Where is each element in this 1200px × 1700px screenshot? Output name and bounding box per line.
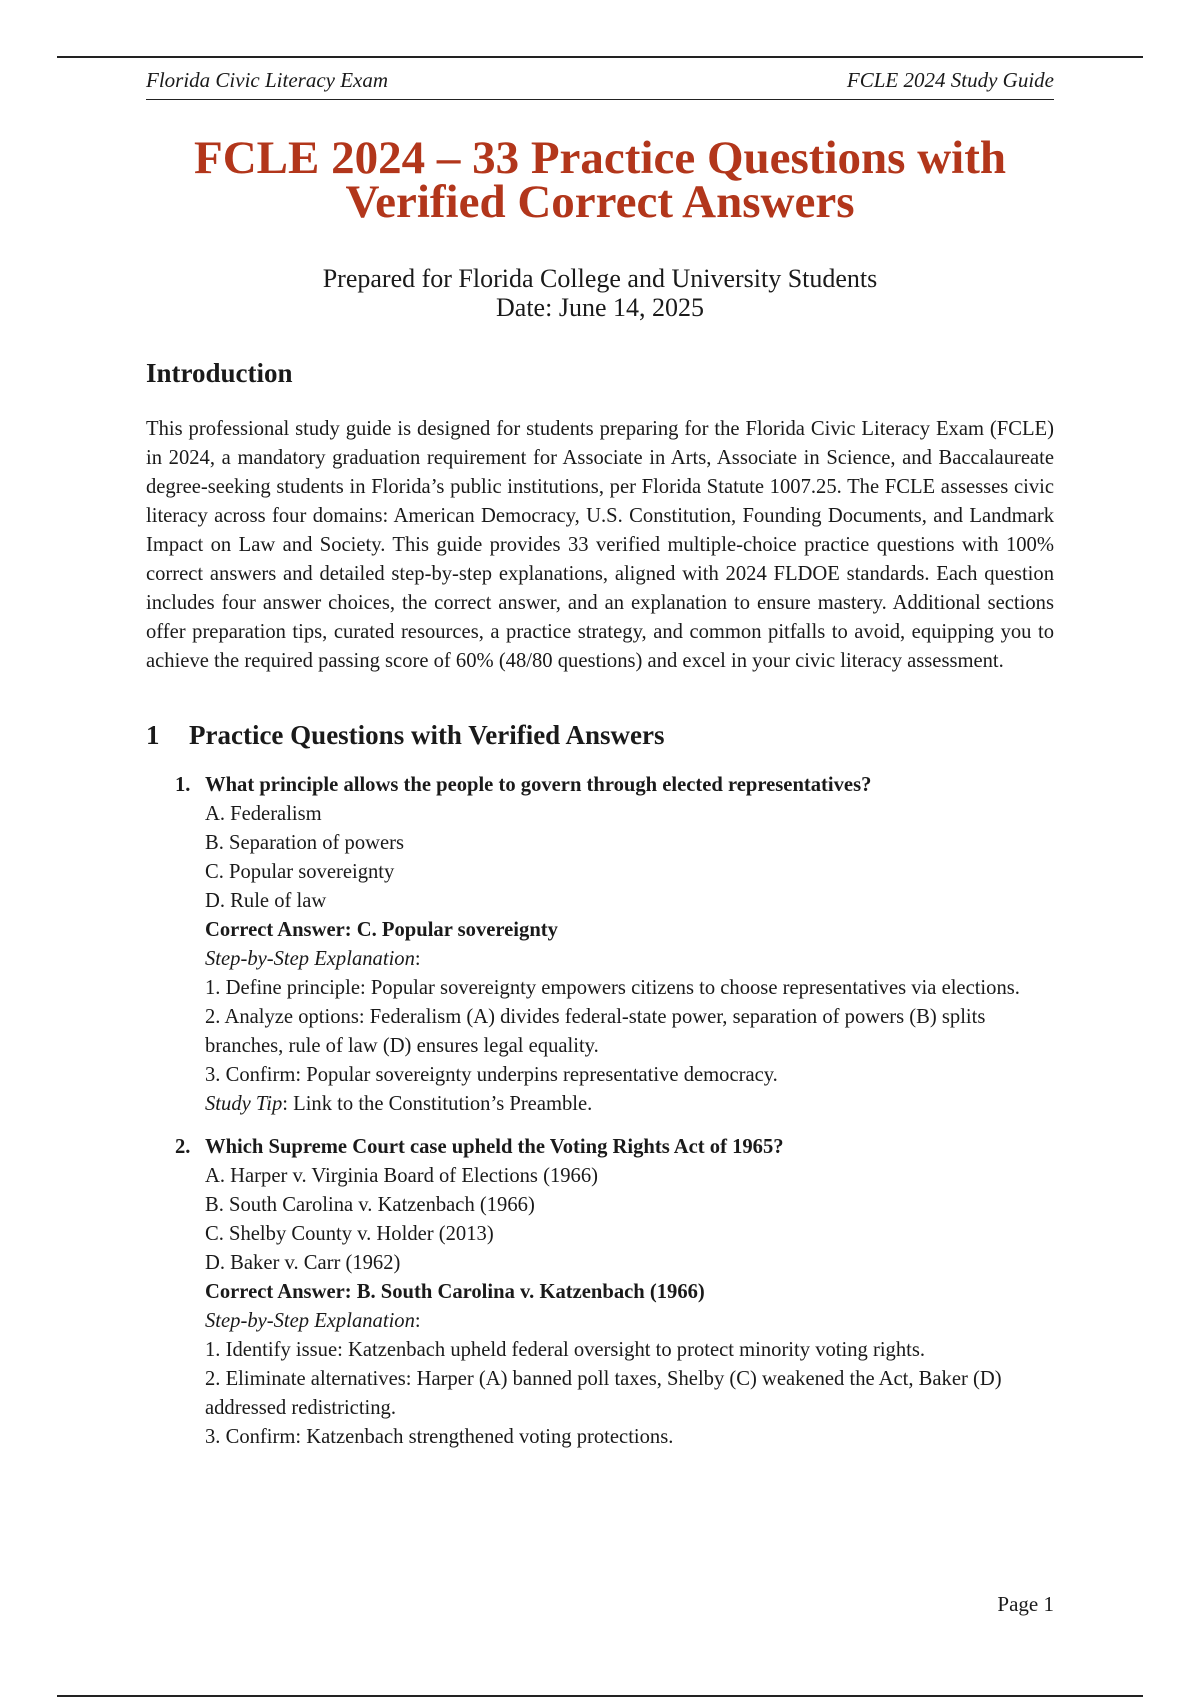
- subtitle-audience: Prepared for Florida College and University Students: [322, 264, 878, 293]
- option: C. Popular sovereignty: [205, 861, 395, 883]
- explanation-label: Step-by-Step Explanation: [205, 1310, 415, 1332]
- question-number: 2.: [175, 1136, 191, 1158]
- answer-label: Correct Answer:: [205, 1281, 352, 1303]
- option: D. Baker v. Carr (1962): [205, 1252, 401, 1274]
- header-right: FCLE 2024 Study Guide: [846, 68, 1054, 92]
- subtitle: [146, 264, 1054, 322]
- question-text: Which Supreme Court case upheld the Voting Rights Act of 1965?: [205, 1136, 784, 1158]
- intro-paragraph: This professional study guide is designed for students preparing for the Florida Civic Literacy Exam (FCLE) in 2024, a mandatory graduation requirement for Associate in Arts, Associate in Science, and Baccalaureate degree-seeking students in Florida’s public institutions, per Florida Statute 1007.25. The FCLE assesses civic literacy across four domains: American Democracy, U.S. Constitution, Founding Documents, and Landmark Impact on Law and Society. This guide provides 33 verified multiple-choice practice questions with 100% correct answers and detailed step-by-step explanations, aligned with 2024 FLDOE standards. Each question includes four answer choices, the correct answer, and an explanation to ensure mastery. Additional sections offer preparation tips, curated resources, a practice strategy, and common pitfalls to avoid, equipping you to achieve the required passing score of 60% (48/80 questions) and excel in your civic literacy assessment.: [146, 418, 1054, 672]
- explanation-step: 2. Analyze options: Federalism (A) divides federal-state power, separation of powers (B) splits branches, rule of law (D) ensures legal equality.: [205, 1006, 986, 1057]
- page-number: Page 1: [997, 1592, 1054, 1616]
- section-title: Practice Questions with Verified Answers: [189, 720, 665, 750]
- answer-label: Correct Answer:: [205, 919, 352, 941]
- subtitle-date: Date: June 14, 2025: [496, 293, 704, 322]
- question-item: [146, 771, 1054, 1119]
- explanation-label-line: Step-by-Step Explanation:: [205, 948, 421, 970]
- option: A. Harper v. Virginia Board of Elections (1966): [205, 1165, 598, 1187]
- answer-value: B. South Carolina v. Katzenbach (1966): [356, 1281, 705, 1303]
- bottom-rule: [57, 1695, 1143, 1697]
- explanation-step: 1. Identify issue: Katzenbach upheld federal oversight to protect minority voting rights.: [205, 1339, 926, 1361]
- option: B. Separation of powers: [205, 832, 405, 854]
- correct-answer: [205, 916, 1054, 945]
- intro-heading: Introduction: [146, 358, 293, 388]
- study-tip-label: Study Tip: [205, 1093, 283, 1115]
- document-title: [146, 132, 1054, 228]
- option: C. Shelby County v. Holder (2013): [205, 1223, 494, 1245]
- header-left: Florida Civic Literacy Exam: [146, 68, 389, 92]
- option: D. Rule of law: [205, 890, 327, 912]
- explanation-step: 3. Confirm: Katzenbach strengthened voting protections.: [205, 1426, 674, 1448]
- explanation-step: 1. Define principle: Popular sovereignty empowers citizens to choose representatives via elections.: [205, 977, 1020, 999]
- question-text: What principle allows the people to govern through elected representatives?: [205, 774, 872, 796]
- question-list: [146, 771, 1054, 1452]
- study-tip: [205, 1090, 1054, 1119]
- title-line-1: FCLE 2024 – 33 Practice Questions with: [194, 132, 1006, 184]
- question-item: [146, 1133, 1054, 1452]
- title-line-2: Verified Correct Answers: [345, 176, 855, 228]
- correct-answer: [205, 1278, 1054, 1307]
- explanation-step: 3. Confirm: Popular sovereignty underpins representative democracy.: [205, 1064, 778, 1086]
- section-number: 1: [146, 720, 160, 750]
- study-tip-text: : Link to the Constitution’s Preamble.: [282, 1093, 593, 1115]
- explanation-step: 2. Eliminate alternatives: Harper (A) banned poll taxes, Shelby (C) weakened the Act, Baker (D) addressed redistricting.: [205, 1368, 1002, 1419]
- question-number: 1.: [175, 774, 191, 796]
- document-page: [146, 64, 1054, 1466]
- option: B. South Carolina v. Katzenbach (1966): [205, 1194, 535, 1216]
- running-header: [146, 64, 1054, 100]
- top-rule: [57, 56, 1143, 58]
- explanation-label: Step-by-Step Explanation: [205, 948, 415, 970]
- answer-value: C. Popular sovereignty: [356, 919, 558, 941]
- explanation-label-line: Step-by-Step Explanation:: [205, 1310, 421, 1332]
- section-heading: [146, 720, 1054, 751]
- option: A. Federalism: [205, 803, 322, 825]
